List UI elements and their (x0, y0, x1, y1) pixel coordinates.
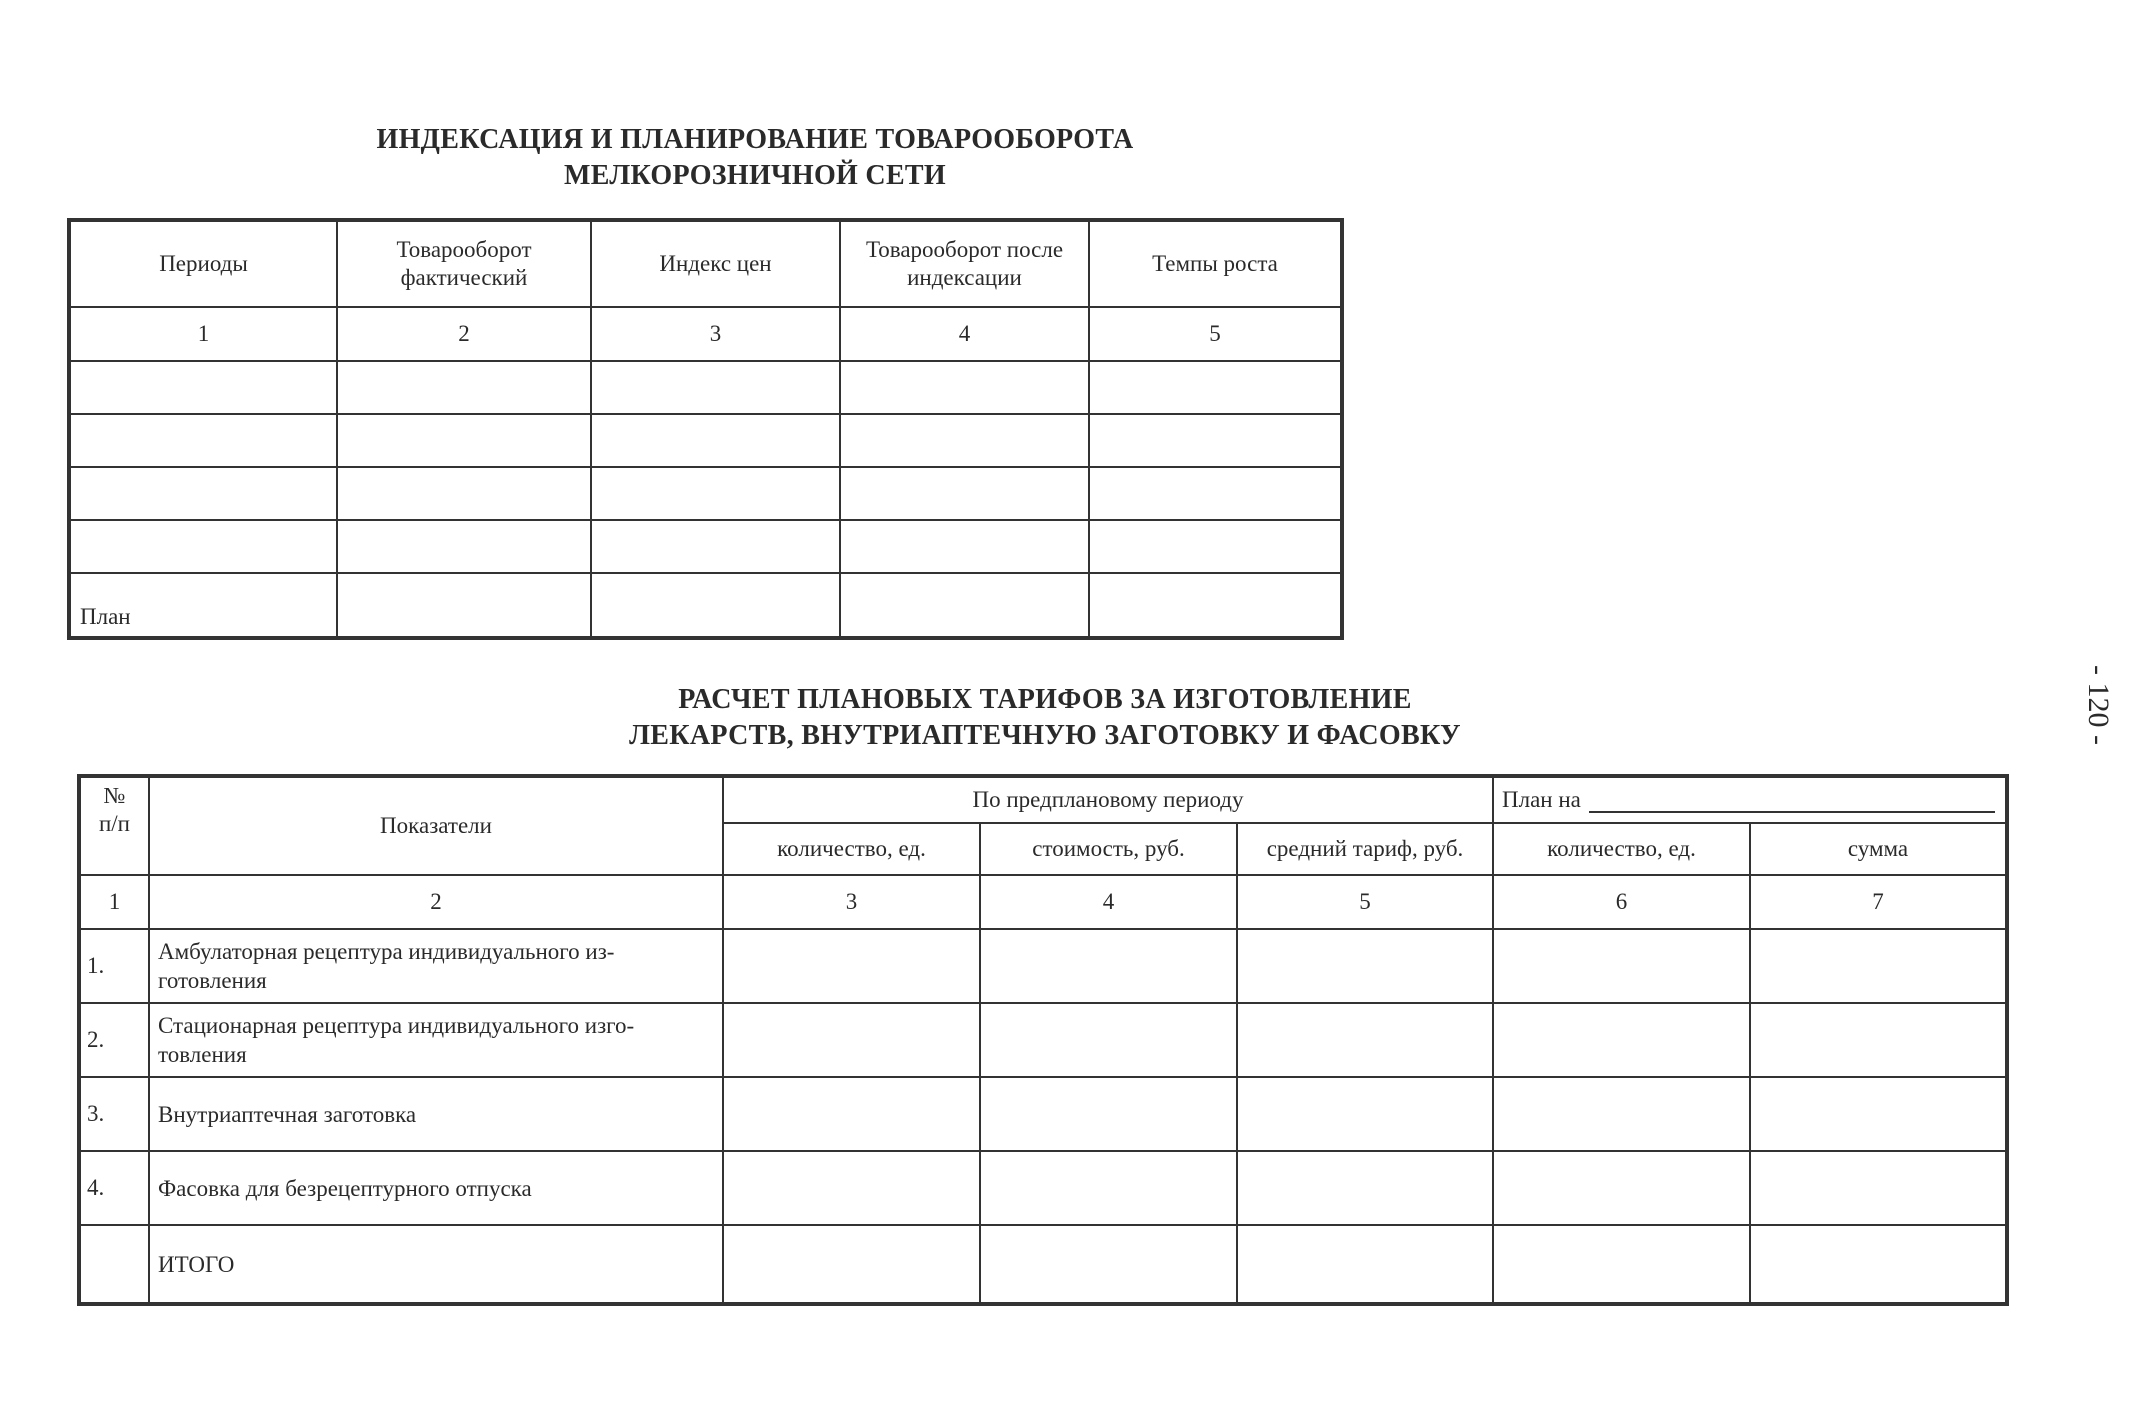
table2-cell (1237, 1003, 1493, 1077)
table2-cell (1493, 929, 1750, 1003)
row-indicator: Стационарная рецептура индивидуального изго- товления (149, 1003, 723, 1077)
planned-tariffs-table (77, 774, 2009, 1306)
table2-cell (1237, 929, 1493, 1003)
table2-cell (980, 1151, 1237, 1225)
table1-cell (69, 520, 337, 573)
table1-cell (337, 467, 591, 520)
table1-empty-row (69, 414, 1342, 467)
table2-colnum: 6 (1493, 875, 1750, 929)
table2-colnum: 1 (79, 875, 149, 929)
table1-empty-row (69, 361, 1342, 414)
table1-colnum: 1 (69, 307, 337, 361)
table2-cell (723, 1151, 980, 1225)
table2-row (79, 929, 2007, 1003)
table1-cell (591, 361, 840, 414)
table2-cell (1750, 1151, 2007, 1225)
table2-subheader-sum: сумма (1750, 823, 2007, 875)
table1-colnum: 2 (337, 307, 591, 361)
table2-cell (79, 1225, 149, 1304)
table2-cell (1237, 1225, 1493, 1304)
table1-cell (840, 414, 1089, 467)
table2-cell (1750, 929, 2007, 1003)
table2-subheader-cost: стоимость, руб. (980, 823, 1237, 875)
table2-total-row (79, 1225, 2007, 1304)
table2-cell (1750, 1003, 2007, 1077)
table1-cell (591, 414, 840, 467)
table2-colnum: 7 (1750, 875, 2007, 929)
table1-cell (591, 467, 840, 520)
table2-cell (980, 1077, 1237, 1151)
table1-cell (69, 414, 337, 467)
row-indicator: Фасовка для безрецептурного отпуска (149, 1151, 723, 1225)
row-number: 4. (79, 1151, 149, 1225)
table1-cell (69, 361, 337, 414)
table2-cell (723, 929, 980, 1003)
table2-cell (1493, 1225, 1750, 1304)
table2-subheader-quantity: количество, ед. (723, 823, 980, 875)
table1-column-numbers-row (69, 307, 1342, 361)
table2-title-line2: ЛЕКАРСТВ, ВНУТРИАПТЕЧНУЮ ЗАГОТОВКУ И ФАСОВКУ (629, 720, 1461, 751)
table1-title-line1: ИНДЕКСАЦИЯ И ПЛАНИРОВАНИЕ ТОВАРООБОРОТА (376, 124, 1134, 155)
table2-cell (1750, 1225, 2007, 1304)
table2-cell (1237, 1151, 1493, 1225)
table1-cell (1089, 467, 1342, 520)
table1-colnum: 5 (1089, 307, 1342, 361)
table1-cell (840, 361, 1089, 414)
plan-period-blank-line (1589, 789, 1995, 813)
table1-cell (69, 467, 337, 520)
table1-empty-row (69, 520, 1342, 573)
table2-cell (980, 929, 1237, 1003)
row-number: 3. (79, 1077, 149, 1151)
table2-subheader-average-tariff: средний тариф, руб. (1237, 823, 1493, 875)
table1-colnum: 3 (591, 307, 840, 361)
table1-plan-label: План (69, 573, 337, 638)
table1-header-actual-turnover: Товарооборот фактический (337, 220, 591, 307)
table2-header-preplan-period: По предплановому периоду (723, 776, 1493, 823)
table1-cell (591, 573, 840, 638)
table2-row (79, 1003, 2007, 1077)
table2-cell (980, 1003, 1237, 1077)
table2-cell (1493, 1003, 1750, 1077)
table1-header-row (69, 220, 1342, 307)
table2-colnum: 4 (980, 875, 1237, 929)
table2-header-row-1 (79, 776, 2007, 823)
table1-cell (840, 520, 1089, 573)
row-indicator: Амбулаторная рецептура индивидуального из- готовления (149, 929, 723, 1003)
table2-cell (980, 1225, 1237, 1304)
table2-header-indicators: Показатели (149, 776, 723, 875)
table2-subheader-plan-quantity: количество, ед. (1493, 823, 1750, 875)
table2-row (79, 1077, 2007, 1151)
table2-header-plan-for: План на (1493, 776, 2007, 823)
page-number: - 120 - (2082, 665, 2115, 745)
table1-header-growth-rate: Темпы роста (1089, 220, 1342, 307)
table2-colnum: 3 (723, 875, 980, 929)
table2-cell (723, 1077, 980, 1151)
table2-header-number: № п/п (79, 776, 149, 875)
table1-header-indexed-turnover: Товарооборот после индексации (840, 220, 1089, 307)
table2-column-numbers-row (79, 875, 2007, 929)
table1-cell (337, 520, 591, 573)
table2-title-line1: РАСЧЕТ ПЛАНОВЫХ ТАРИФОВ ЗА ИЗГОТОВЛЕНИЕ (678, 684, 1412, 715)
row-number: 2. (79, 1003, 149, 1077)
table2-colnum: 2 (149, 875, 723, 929)
table1-cell (337, 361, 591, 414)
table1-title (0, 122, 1510, 194)
table1-cell (840, 467, 1089, 520)
table1-cell (1089, 361, 1342, 414)
table1-cell (1089, 573, 1342, 638)
table1-plan-row (69, 573, 1342, 638)
table2-row (79, 1151, 2007, 1225)
table2-cell (1750, 1077, 2007, 1151)
table1-title-line2: МЕЛКОРОЗНИЧНОЙ СЕТИ (564, 160, 946, 191)
total-label: ИТОГО (149, 1225, 723, 1304)
table1-cell (591, 520, 840, 573)
table1-header-periods: Периоды (69, 220, 337, 307)
table1-colnum: 4 (840, 307, 1089, 361)
table2-cell (1493, 1077, 1750, 1151)
table1-empty-row (69, 467, 1342, 520)
table2-title (0, 682, 2090, 754)
table1-cell (1089, 414, 1342, 467)
table2-cell (1237, 1077, 1493, 1151)
table2-colnum: 5 (1237, 875, 1493, 929)
table1-cell (337, 573, 591, 638)
row-indicator: Внутриаптечная заготовка (149, 1077, 723, 1151)
table1-cell (1089, 520, 1342, 573)
table1-cell (337, 414, 591, 467)
turnover-indexation-table (67, 218, 1344, 640)
row-number: 1. (79, 929, 149, 1003)
table1-header-price-index: Индекс цен (591, 220, 840, 307)
table1-cell (840, 573, 1089, 638)
table2-cell (723, 1225, 980, 1304)
table2-cell (723, 1003, 980, 1077)
table2-cell (1493, 1151, 1750, 1225)
